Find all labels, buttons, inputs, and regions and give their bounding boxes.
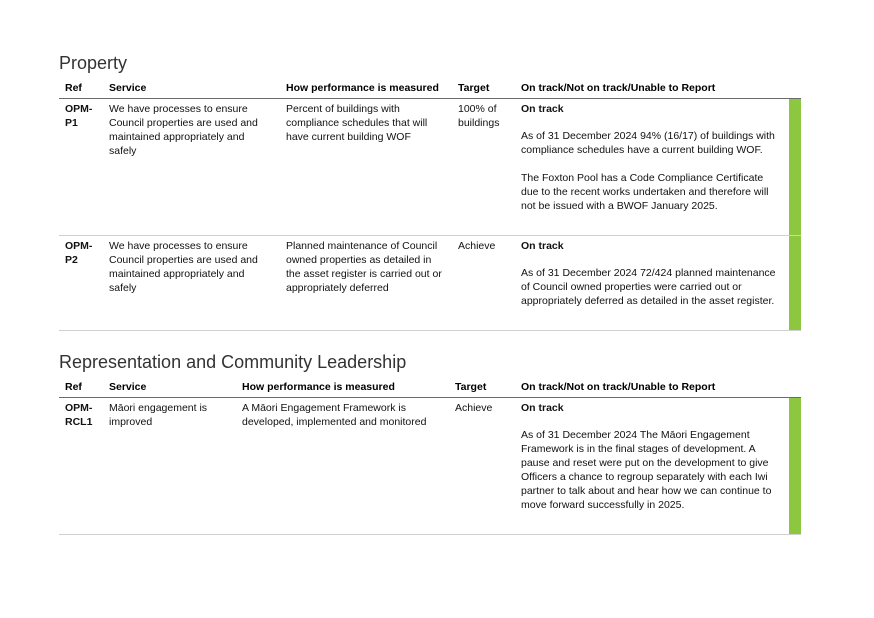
representation-section: [59, 351, 801, 535]
service-cell: Māori engagement is improved: [103, 398, 236, 535]
status-cell: [515, 99, 801, 236]
measure-cell: Planned maintenance of Council owned properties as detailed in the asset register is carried out or appropriately deferred: [280, 236, 452, 331]
service-cell: We have processes to ensure Council properties are used and maintained appropriately and safely: [103, 236, 280, 331]
section-title: Representation and Community Leadership: [59, 352, 407, 372]
service-cell: We have processes to ensure Council properties are used and maintained appropriately and safely: [103, 99, 280, 236]
table-row: [59, 99, 801, 236]
header-ref: Ref: [59, 80, 103, 99]
section-title: Property: [59, 53, 128, 73]
status-label: On track: [521, 402, 564, 414]
measure-cell: A Māori Engagement Framework is developed, implemented and monitored: [236, 398, 449, 535]
header-target: Target: [449, 379, 515, 398]
status-color-bar: [789, 398, 801, 534]
target-cell: Achieve: [452, 236, 515, 331]
status-color-bar: [789, 99, 801, 235]
status-paragraph: As of 31 December 2024 72/424 planned maintenance of Council owned properties were carried out or appropriately deferred as detailed in the asset register.: [521, 267, 776, 307]
table-header-row: [59, 379, 801, 398]
status-label: On track: [521, 240, 564, 252]
ref-cell: OPM-P2: [59, 236, 103, 331]
status-color-bar: [789, 236, 801, 330]
header-service: Service: [103, 80, 280, 99]
status-cell: [515, 398, 801, 535]
property-section: [59, 52, 801, 331]
status-paragraph: As of 31 December 2024 The Māori Engagement Framework is in the final stages of development. A pause and reset were put on the development to give Officers a chance to regroup separately with each Iwi partner to talk about and hear how we can continue to move forward successfully in 2025.: [521, 429, 772, 511]
header-measure: How performance is measured: [236, 379, 449, 398]
header-target: Target: [452, 80, 515, 99]
header-ref: Ref: [59, 379, 103, 398]
property-table: [59, 80, 801, 331]
status-paragraph: As of 31 December 2024 94% (16/17) of buildings with compliance schedules have a current building WOF.: [521, 130, 775, 156]
measure-cell: Percent of buildings with compliance schedules that will have current building WOF: [280, 99, 452, 236]
table-row: [59, 236, 801, 331]
table-header-row: [59, 80, 801, 99]
header-measure: How performance is measured: [280, 80, 452, 99]
status-label: On track: [521, 103, 564, 115]
header-service: Service: [103, 379, 236, 398]
status-paragraph: The Foxton Pool has a Code Compliance Certificate due to the recent works undertaken and therefore will not be issued with a BWOF January 2025.: [521, 172, 769, 212]
ref-cell: OPM-RCL1: [59, 398, 103, 535]
target-cell: Achieve: [449, 398, 515, 535]
ref-cell: OPM-P1: [59, 99, 103, 236]
status-cell: [515, 236, 801, 331]
header-status: On track/Not on track/Unable to Report: [515, 379, 801, 398]
header-status: On track/Not on track/Unable to Report: [515, 80, 801, 99]
table-row: [59, 398, 801, 535]
representation-table: [59, 379, 801, 535]
target-cell: 100% of buildings: [452, 99, 515, 236]
